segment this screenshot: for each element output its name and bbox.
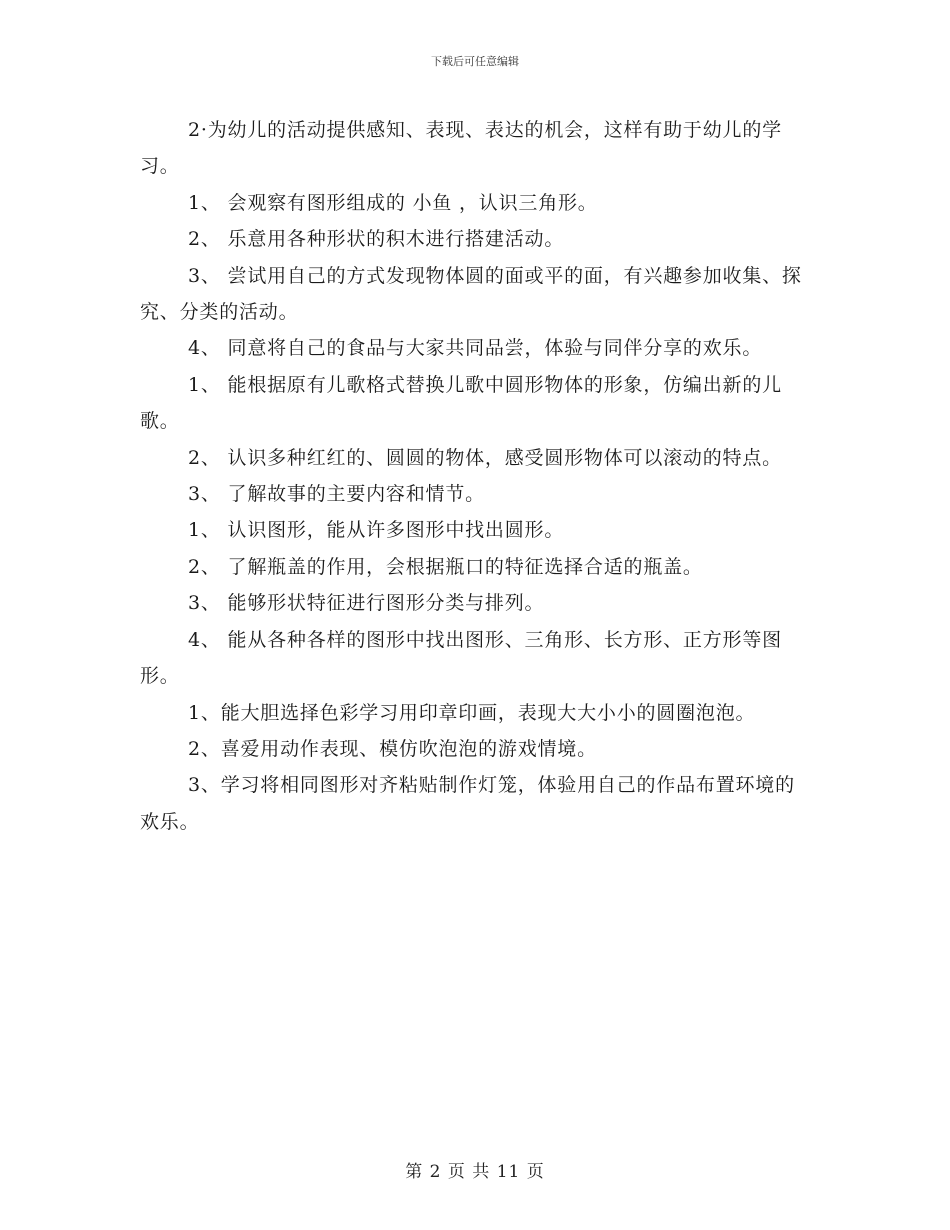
paragraph: 3、学习将相同图形对齐粘贴制作灯笼，体验用自己的作品布置环境的欢乐。 bbox=[140, 774, 795, 833]
page-number-footer: 第 2 页 共 11 页 bbox=[405, 1162, 545, 1182]
paragraph: 2、 了解瓶盖的作用，会根据瓶口的特征选择合适的瓶盖。 bbox=[188, 555, 703, 578]
paragraph: 1、能大胆选择色彩学习用印章印画，表现大大小小的圆圈泡泡。 bbox=[188, 701, 756, 724]
paragraph: 3、 能够形状特征进行图形分类与排列。 bbox=[188, 592, 545, 615]
paragraph: 2、喜爱用动作表现、模仿吹泡泡的游戏情境。 bbox=[188, 737, 597, 760]
paragraph: 4、 同意将自己的食品与大家共同品尝，体验与同伴分享的欢乐。 bbox=[188, 337, 763, 360]
paragraph: 2、 认识多种红红的、圆圆的物体，感受圆形物体可以滚动的特点。 bbox=[188, 446, 782, 469]
paragraph: 1、 认识图形，能从许多图形中找出圆形。 bbox=[188, 519, 565, 542]
page-header-note: 下载后可任意编辑 bbox=[431, 55, 519, 68]
paragraph: 2·为幼儿的活动提供感知、表现、表达的机会，这样有助于幼儿的学习。 bbox=[140, 119, 782, 178]
paragraph: 3、 了解故事的主要内容和情节。 bbox=[188, 483, 485, 506]
paragraph: 1、 会观察有图形组成的 小鱼 ，认识三角形。 bbox=[188, 191, 598, 214]
paragraph: 3、 尝试用自己的方式发现物体圆的面或平的面，有兴趣参加收集、探究、分类的活动。 bbox=[140, 264, 802, 324]
paragraph: 2、 乐意用各种形状的积木进行搭建活动。 bbox=[188, 228, 565, 251]
paragraph: 4、 能从各种各样的图形中找出图形、三角形、长方形、正方形等图形。 bbox=[140, 628, 782, 688]
paragraph: 1、 能根据原有儿歌格式替换儿歌中圆形物体的形象，仿编出新的儿歌。 bbox=[140, 373, 782, 433]
document-body bbox=[140, 112, 810, 840]
